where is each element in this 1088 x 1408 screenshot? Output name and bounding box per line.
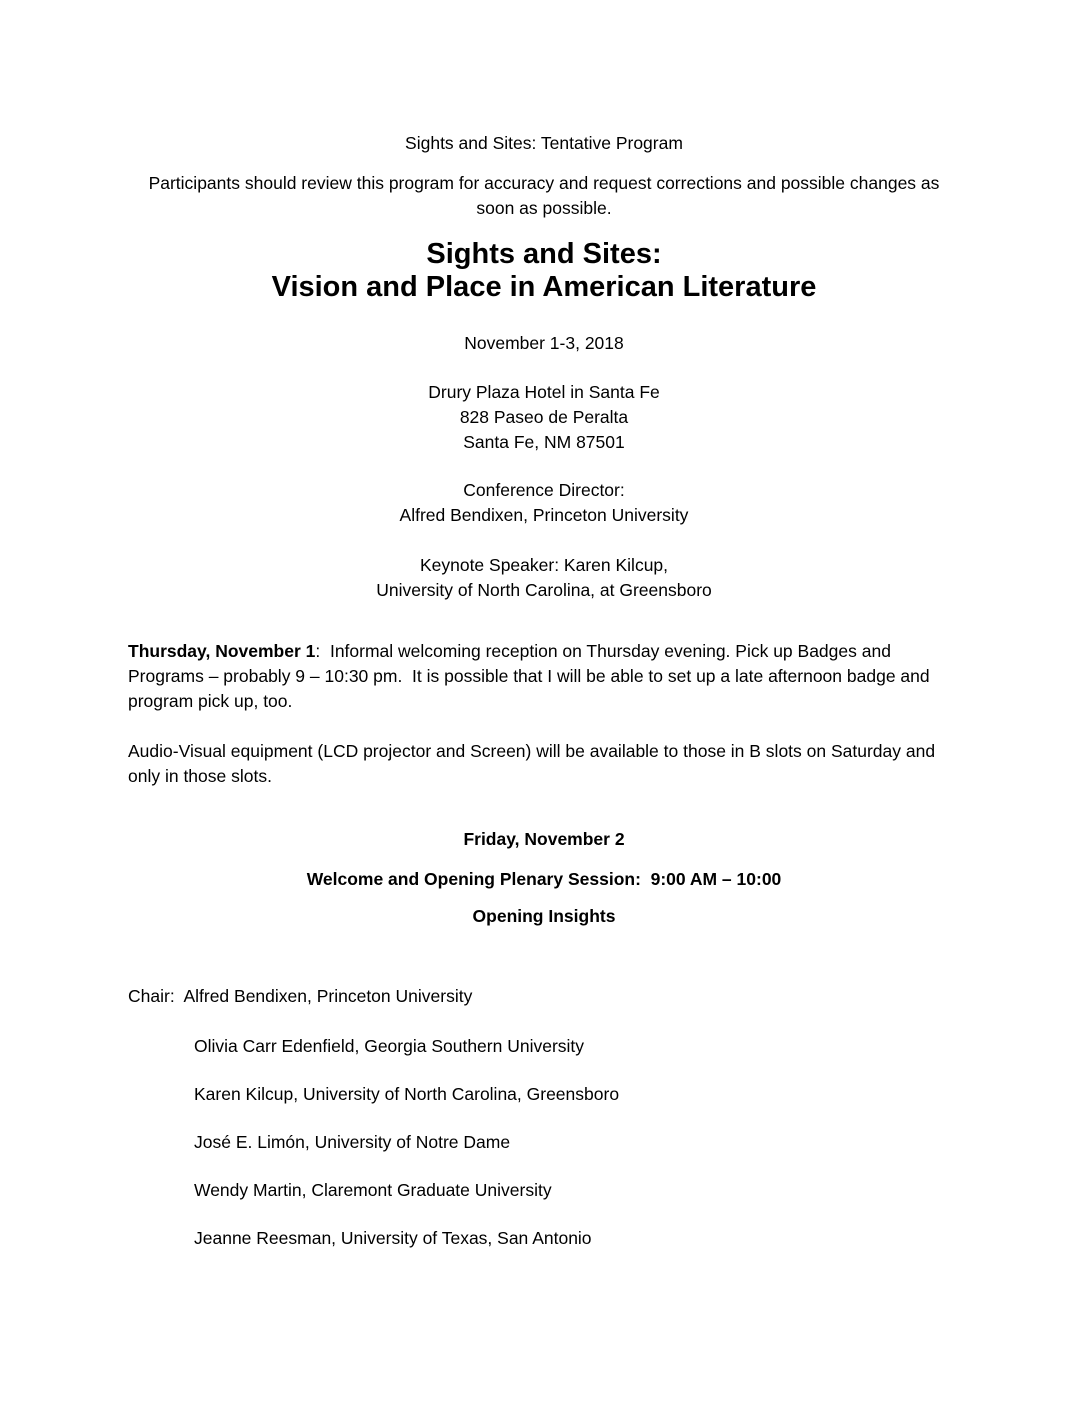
venue-name: Drury Plaza Hotel in Santa Fe	[428, 382, 660, 402]
panelist-item: Jeanne Reesman, University of Texas, San Antonio	[194, 1228, 592, 1248]
document-header: Sights and Sites: Tentative Program	[405, 133, 683, 153]
thursday-body: : Informal welcoming reception on Thursday evening. Pick up Badges and Programs – probably 9 – 10:30 pm. It is possible that I will be able to set up a late afternoon badge and program pick up, too.	[128, 641, 935, 711]
keynote-line1: Keynote Speaker: Karen Kilcup,	[419, 555, 669, 575]
panelist-item: José E. Limón, University of Notre Dame	[194, 1132, 511, 1152]
thursday-note	[128, 639, 960, 714]
conference-title-line1: Sights and Sites:	[426, 238, 662, 270]
chair-line: Chair: Alfred Bendixen, Princeton University	[128, 986, 473, 1006]
panelist-item: Olivia Carr Edenfield, Georgia Southern University	[194, 1036, 585, 1056]
venue-street: 828 Paseo de Peralta	[459, 407, 629, 427]
venue-block	[128, 380, 960, 455]
director-name: Alfred Bendixen, Princeton University	[399, 505, 689, 525]
plenary-session-title: Opening Insights	[472, 906, 616, 926]
conference-title-line2: Vision and Place in American Literature	[271, 271, 817, 303]
av-note: Audio-Visual equipment (LCD projector and Screen) will be available to those in B slots on Saturday and only in those slots.	[128, 741, 940, 786]
conference-dates: November 1-3, 2018	[464, 333, 624, 353]
conference-title	[128, 238, 960, 304]
friday-heading: Friday, November 2	[463, 829, 625, 849]
keynote-line2: University of North Carolina, at Greensboro	[376, 580, 712, 600]
thursday-label: Thursday, November 1	[128, 641, 316, 661]
venue-city: Santa Fe, NM 87501	[463, 432, 625, 452]
panelist-item: Wendy Martin, Claremont Graduate University	[194, 1180, 552, 1200]
director-block	[128, 478, 960, 528]
panelist-list	[128, 1034, 960, 1251]
plenary-session-line: Welcome and Opening Plenary Session: 9:00 AM – 10:00	[306, 869, 782, 889]
director-label: Conference Director:	[463, 480, 625, 500]
keynote-block	[128, 553, 960, 603]
review-notice: Participants should review this program for accuracy and request corrections and possible changes as soon as possible.	[148, 173, 945, 218]
panelist-item: Karen Kilcup, University of North Carolina, Greensboro	[194, 1084, 620, 1104]
